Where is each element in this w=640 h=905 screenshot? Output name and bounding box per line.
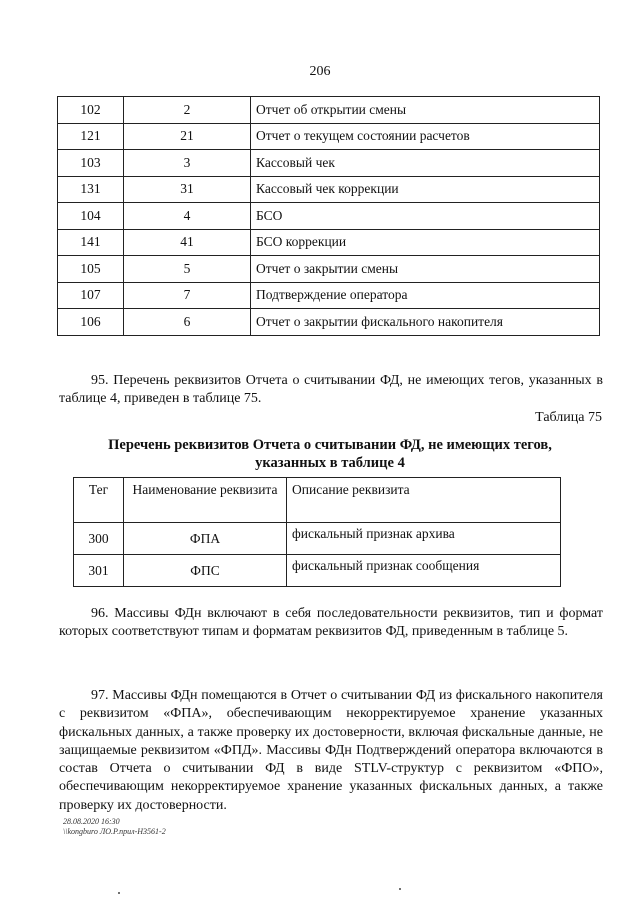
row-name: Отчет о текущем состоянии расчетов <box>251 123 600 150</box>
row-code: 141 <box>58 229 124 256</box>
table-row <box>58 123 600 150</box>
table-row <box>58 97 600 124</box>
row-description: фискальный признак архива <box>287 523 561 555</box>
document-types-table <box>57 96 600 336</box>
row-tag: 4 <box>124 203 251 230</box>
table-row <box>74 555 561 587</box>
header-name: Наименование реквизита <box>124 478 287 523</box>
row-tag: 2 <box>124 97 251 124</box>
table-row <box>74 523 561 555</box>
table-row <box>58 203 600 230</box>
header-description: Описание реквизита <box>287 478 561 523</box>
table-row <box>58 282 600 309</box>
row-tag: 21 <box>124 123 251 150</box>
scan-speck <box>118 892 120 894</box>
row-tag: 300 <box>74 523 124 555</box>
row-name: ФПС <box>124 555 287 587</box>
row-code: 107 <box>58 282 124 309</box>
row-name: Кассовый чек коррекции <box>251 176 600 203</box>
table-row <box>58 176 600 203</box>
table-header-row <box>74 478 561 523</box>
row-tag: 7 <box>124 282 251 309</box>
page-number: 206 <box>309 64 331 79</box>
table-label: Таблица 75 <box>535 410 602 425</box>
row-code: 131 <box>58 176 124 203</box>
row-tag: 5 <box>124 256 251 283</box>
paragraph-95: 95. Перечень реквизитов Отчета о считывании ФД, не имеющих тегов, указанных в таблице 4, приведен в таблице 75. <box>59 373 603 407</box>
header-tag: Тег <box>74 478 124 523</box>
row-code: 104 <box>58 203 124 230</box>
row-code: 106 <box>58 309 124 336</box>
row-code: 103 <box>58 150 124 177</box>
table-row <box>58 229 600 256</box>
row-tag: 6 <box>124 309 251 336</box>
table-row <box>58 256 600 283</box>
row-code: 105 <box>58 256 124 283</box>
row-tag: 3 <box>124 150 251 177</box>
row-tag: 31 <box>124 176 251 203</box>
table-row <box>58 309 600 336</box>
paragraph-97: 97. Массивы ФДн помещаются в Отчет о считывании ФД из фискального накопителя с реквизитом «ФПА», обеспечивающим некорректируемое хранение указанных фискальных данных, а также проверку их достоверности, включая фискальные данные, не защищаемые реквизитом «ФПД». Массивы ФДн Подтверждений оператора включаются в состав Отчета о считывании ФД в виде STLV-структур с реквизитом «ФПО», обеспечивающим некорректируемое хранение указанных фискальных данных, а также проверку их достоверности. <box>59 688 603 813</box>
row-name: Кассовый чек <box>251 150 600 177</box>
caption-line-2: указанных в таблице 4 <box>255 455 405 471</box>
row-code: 102 <box>58 97 124 124</box>
row-name: БСО коррекции <box>251 229 600 256</box>
row-name: Подтверждение оператора <box>251 282 600 309</box>
row-name: Отчет об открытии смены <box>251 97 600 124</box>
row-description: фискальный признак сообщения <box>287 555 561 587</box>
paragraph-96: 96. Массивы ФДн включают в себя последовательности реквизитов, тип и формат которых соответствуют типам и форматам реквизитов ФД, приведенным в таблице 5. <box>59 606 603 640</box>
row-name: Отчет о закрытии фискального накопителя <box>251 309 600 336</box>
row-name: Отчет о закрытии смены <box>251 256 600 283</box>
row-tag: 301 <box>74 555 124 587</box>
row-code: 121 <box>58 123 124 150</box>
caption-line-1: Перечень реквизитов Отчета о считывании ФД, не имеющих тегов, <box>108 437 552 453</box>
requisites-table <box>73 477 561 587</box>
stamp-date: 28.08.2020 16:30 <box>63 817 120 826</box>
row-name: ФПА <box>124 523 287 555</box>
stamp-path: \\kongburo ЛО.Р.прил-Н3561-2 <box>63 827 166 836</box>
scan-speck <box>399 888 401 890</box>
table-caption <box>58 436 602 472</box>
table-row <box>58 150 600 177</box>
document-stamp <box>63 817 166 837</box>
row-name: БСО <box>251 203 600 230</box>
row-tag: 41 <box>124 229 251 256</box>
